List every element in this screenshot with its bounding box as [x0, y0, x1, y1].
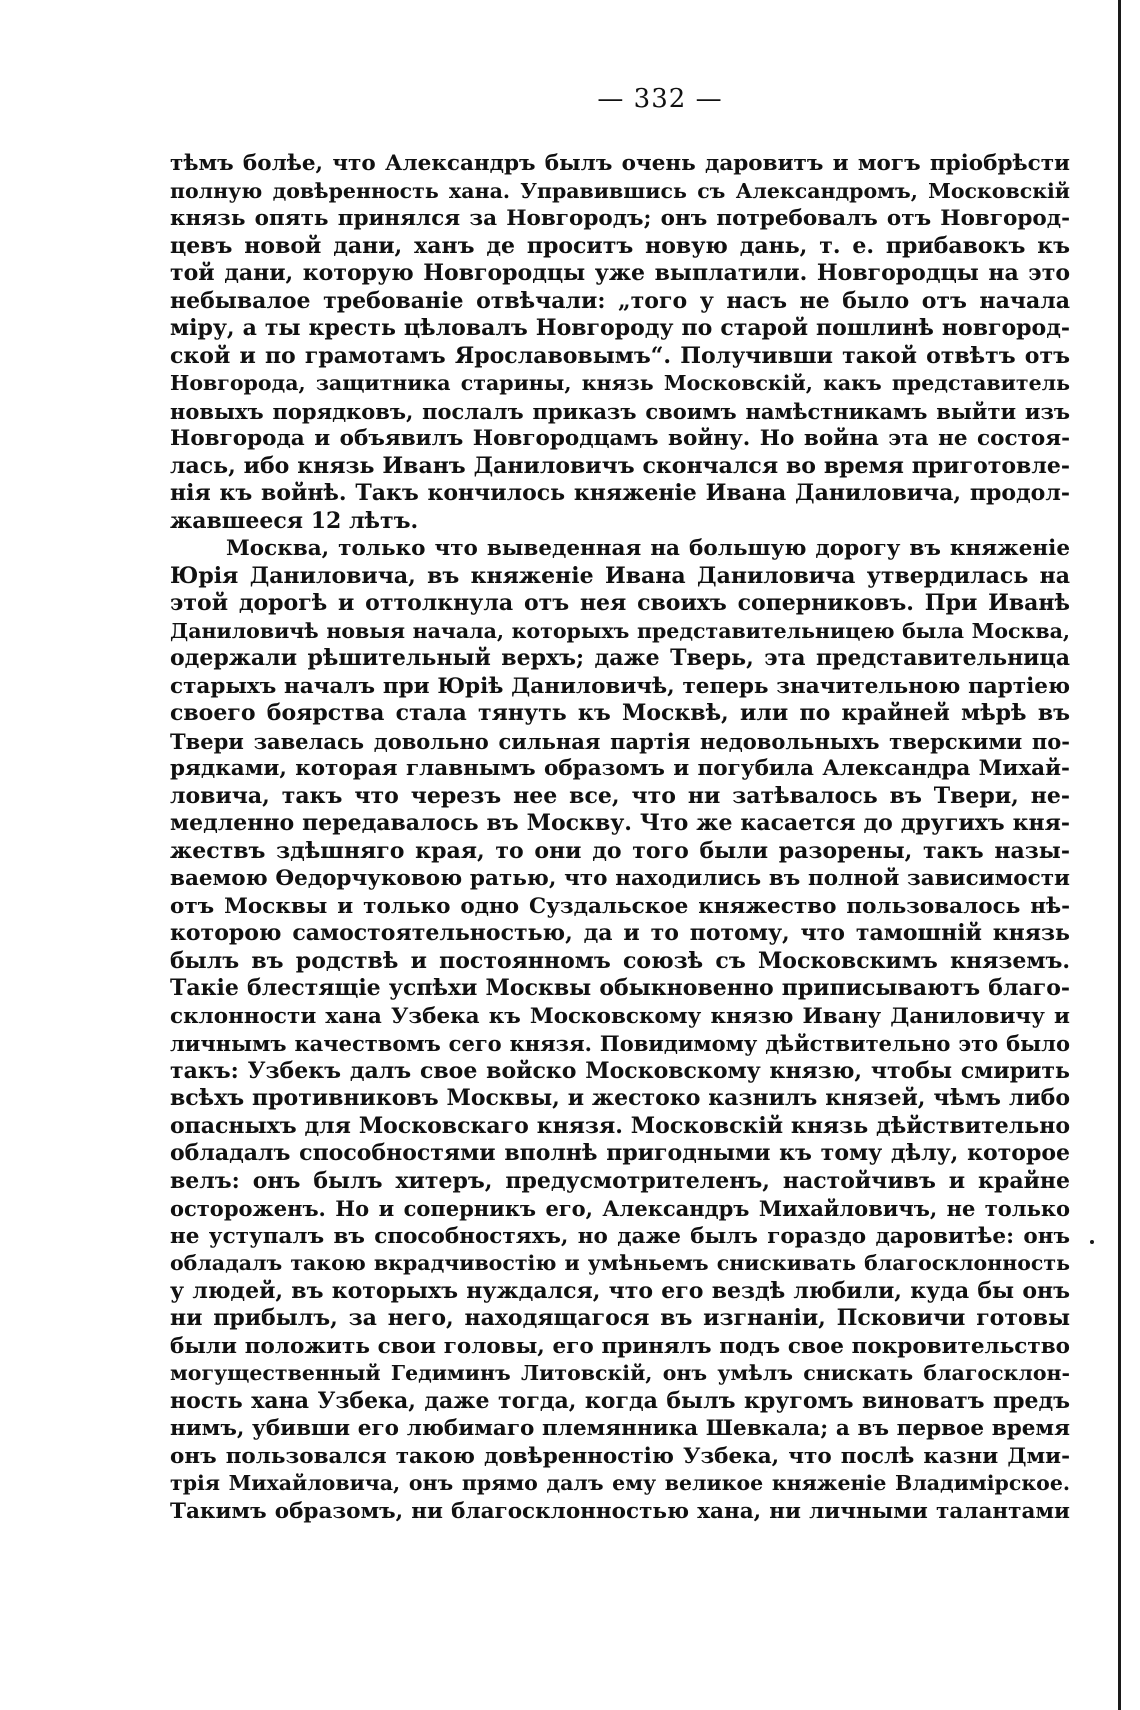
text-line: трія Михайловича, онъ прямо далъ ему великое княженіе Владимірское. — [170, 1471, 1070, 1495]
text-line: Такіе блестящіе успѣхи Москвы обыкновенно приписываютъ благо- — [170, 975, 1070, 1001]
text-line: рядками, которая главнымъ образомъ и погубила Александра Михай- — [170, 756, 1070, 781]
text-line: склонности хана Узбека къ Московскому князю Ивану Даниловичу и — [170, 1003, 1070, 1029]
text-line: такъ: Узбекъ далъ свое войско Московскому князю, чтобы смирить — [170, 1057, 1070, 1084]
text-line: лась, ибо князь Иванъ Даниловичъ скончался во время приготовле- — [170, 452, 1070, 479]
text-line: опасныхъ для Московскаго князя. Московскій князь дѣйствительно — [170, 1112, 1070, 1139]
text-line: всѣхъ противниковъ Москвы, и жестоко казнилъ князей, чѣмъ либо — [170, 1085, 1070, 1111]
margin-mark — [1090, 1240, 1094, 1244]
page-edge-line — [1118, 0, 1121, 1710]
text-line: полную довѣренность хана. Управившись съ Александромъ, Московскій — [170, 178, 1070, 203]
text-line: одержали рѣшительный верхъ; даже Тверь, эта представительница — [170, 645, 1070, 671]
body-text — [170, 150, 1070, 1525]
text-line: былъ въ родствѣ и постоянномъ союзѣ съ Московскимъ княземъ. — [170, 947, 1070, 974]
text-line: остороженъ. Но и соперникъ его, Александръ Михайловичъ, не только — [170, 1196, 1070, 1221]
text-line: Новгорода и объявилъ Новгородцамъ войну. Но война эта не состоя- — [170, 426, 1070, 451]
text-line: не уступалъ въ способностяхъ, но даже былъ гораздо даровитѣе: онъ — [170, 1223, 1070, 1249]
text-line: ской и по грамотамъ Ярославовымъ“. Получивши такой отвѣтъ отъ — [170, 342, 1070, 369]
text-line: старыхъ началъ при Юріѣ Даниловичѣ, теперь значительною партіею — [170, 673, 1070, 699]
text-line: нія къ войнѣ. Такъ кончилось княженіе Ивана Даниловича, продол- — [170, 480, 1070, 506]
text-line: той дани, которую Новгородцы уже выплатили. Новгородцы на это — [170, 260, 1070, 286]
text-line: нимъ, убивши его любимаго племянника Шевкала; а въ первое время — [170, 1416, 1070, 1441]
text-line: онъ пользовался такою довѣренностію Узбека, что послѣ казни Дми- — [170, 1443, 1070, 1469]
text-line: Даниловичѣ новыя начала, которыхъ представительницею была Москва, — [170, 618, 1070, 643]
text-line: ваемою Ѳедорчуковою ратью, что находились въ полной зависимости — [170, 866, 1070, 891]
text-line: личнымъ качествомъ сего князя. Повидимому дѣйствительно это было — [170, 1031, 1070, 1056]
text-line: небывалое требованіе отвѣчали: „того у насъ не было отъ начала — [170, 287, 1070, 314]
text-line: Юрія Даниловича, въ княженіе Ивана Даниловича утвердилась на — [170, 562, 1070, 589]
text-line: велъ: онъ былъ хитеръ, предусмотрителенъ, настойчивъ и крайне — [170, 1167, 1070, 1194]
text-line: ловича, такъ что черезъ нее все, что ни затѣвалось въ Твери, не- — [170, 782, 1070, 809]
text-line: у людей, въ которыхъ нуждался, что его вездѣ любили, куда бы онъ — [170, 1277, 1070, 1304]
text-line: новыхъ порядковъ, послалъ приказъ своимъ намѣстникамъ выйти изъ — [170, 398, 1070, 424]
text-line: обладалъ такою вкрадчивостію и умѣньемъ снискивать благосклонность — [170, 1251, 1070, 1275]
text-line: князь опять принялся за Новгородъ; онъ потребовалъ отъ Новгород- — [170, 206, 1070, 231]
text-line: отъ Москвы и только одно Суздальское княжество пользовалось нѣ- — [170, 893, 1070, 919]
text-line: обладалъ способностями вполнѣ пригодными къ тому дѣлу, которое — [170, 1140, 1070, 1166]
text-line: жествъ здѣшняго края, то они до того были разорены, такъ назы- — [170, 837, 1070, 864]
text-line: міру, а ты кресть цѣловалъ Новгороду по старой пошлинѣ новгород- — [170, 315, 1070, 341]
text-line: цевъ новой дани, ханъ де проситъ новую дань, т. е. прибавокъ къ — [170, 232, 1070, 259]
text-line: Твери завелась довольно сильная партія недовольныхъ тверскими по- — [170, 728, 1070, 754]
text-line: своего боярства стала тянуть къ Москвѣ, или по крайней мѣрѣ въ — [170, 700, 1070, 726]
text-line: Такимъ образомъ, ни благосклонностью хана, ни личными талантами — [170, 1498, 1070, 1524]
text-line: жавшееся 12 лѣтъ. — [170, 507, 419, 534]
text-line: Москва, только что выведенная на большую дорогу въ княженіе — [226, 536, 1070, 561]
text-line: этой дорогѣ и оттолкнула отъ нея своихъ соперниковъ. При Иванѣ — [170, 590, 1070, 616]
text-line: медленно передавалось въ Москву. Что же касается до другихъ кня- — [170, 810, 1070, 836]
text-line: ни прибылъ, за него, находящагося въ изгнаніи, Псковичи готовы — [170, 1305, 1070, 1331]
text-line: были положить свои головы, его принялъ подъ свое покровительство — [170, 1333, 1070, 1359]
text-line: тѣмъ болѣе, что Александръ былъ очень даровитъ и могъ пріобрѣсти — [170, 151, 1070, 176]
text-line: ность хана Узбека, даже тогда, когда былъ кругомъ виноватъ предъ — [170, 1387, 1070, 1414]
page-number: — 332 — — [597, 84, 723, 114]
text-line: могущественный Гедиминъ Литовскій, онъ умѣлъ снискать благосклон- — [170, 1361, 1070, 1385]
text-line: Новгорода, защитника старины, князь Московскій, какъ представитель — [170, 371, 1070, 395]
text-line: которою самостоятельностью, да и то потому, что тамошній князь — [170, 920, 1070, 946]
